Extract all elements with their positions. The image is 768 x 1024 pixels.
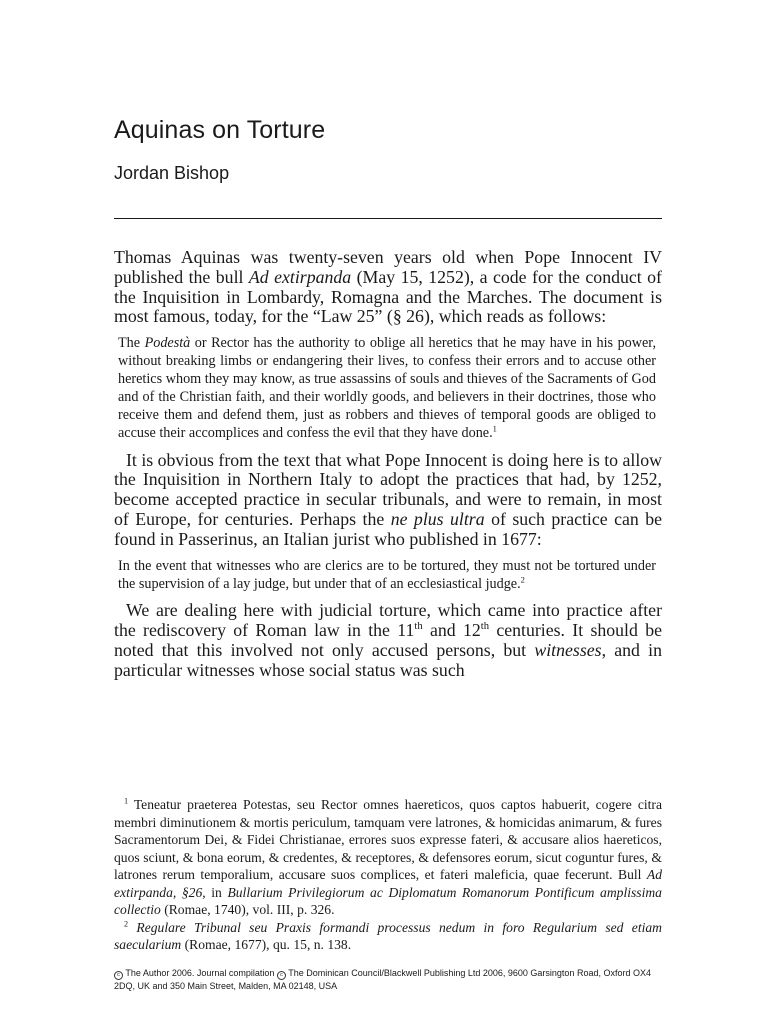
article-body [114, 248, 662, 681]
text-run: centuries. It should be noted that this involved not only accused persons, but [114, 620, 662, 661]
text-run: It is obvious from the text that what Pope Innocent is doing here is to allow the Inquisition in Northern Italy to adopt the practices that had, by 1252, become accepted practice in secular tribunals, and were to remain, in most of Europe, for centuries. Perhaps the [114, 449, 662, 530]
footnote-1 [114, 796, 662, 919]
copyright-icon: c [277, 971, 286, 980]
footnote-ref-2[interactable]: 2 [520, 573, 525, 584]
text-run: , and in particular witnesses whose social status was such [114, 640, 662, 680]
paragraph-2 [114, 451, 662, 550]
footnotes [114, 796, 662, 954]
ordinal-suffix: th [414, 620, 423, 633]
text-run: The Author 2006. Journal compilation [123, 968, 277, 978]
paragraph-1 [114, 248, 662, 327]
block-quote-2 [118, 558, 656, 594]
text-run: In the event that witnesses who are clerics are to be tortured, they must not be tortured under the supervision of a lay judge, but under that of an ecclesiastical judge. [118, 557, 656, 592]
text-run: (May 15, 1252), a code for the conduct of the Inquisition in Lombardy, Romagna and the Marches. The document is most famous, today, for the “Law 25” (§ 26), which reads as follows: [114, 266, 662, 327]
text-run: or Rector has the authority to oblige all heretics that he may have in his power, without breaking limbs or endangering their lives, to confess their errors and to accuse other heretics whom they may know, as true assassins of souls and thieves of the Sacraments of God and of the Christian faith, and their worldly goods, and believers in their doctrines, those who receive them and defend them, just as robbers and thieves of temporal goods are obliged to accuse their accomplices and confess the evil that they have done. [118, 335, 657, 441]
text-run: (Romae, 1677), qu. 15, n. 138. [181, 937, 352, 952]
italic-phrase: ne plus ultra [390, 509, 485, 530]
text-run: , in [202, 884, 228, 900]
ordinal-suffix: th [480, 620, 490, 633]
article-title: Aquinas on Torture [114, 116, 326, 144]
article-author: Jordan Bishop [114, 163, 230, 183]
text-run: The [118, 335, 145, 352]
italic-title: Ad extirpanda, §26 [114, 867, 662, 900]
text-run: The Dominican Council/Blackwell Publishing Ltd 2006, 9600 Garsington Road, Oxford OX4 2DQ, UK and 350 Main Street, Malden, MA 02148, USA [114, 968, 651, 991]
text-run: Teneatur praeterea Potestas, seu Rector omnes haereticos, quos captos habuerit, cogere citra membri diminutionem & mortis periculum, tamquam vere latrones, & homicidas animarum, & fures Sacramentorum Dei, & Fidei Christianae, errores suos expresse fateri, & accusare alios haereticos, quos sciunt, & bona eorum, & credentes, & receptores, & defensores eorum, sicut coguntur fures, & latrones rerum temporalium, accusare suos complices, et fateri maleficia, quae fecerunt. Bull [114, 797, 662, 882]
footnote-number: 1 [124, 796, 129, 806]
copyright-icon: c [114, 971, 123, 980]
footnote-ref-1[interactable]: 1 [492, 422, 497, 433]
italic-word: witnesses [534, 640, 602, 661]
paragraph-3 [114, 601, 662, 680]
text-run: We are dealing here with judicial torture, which came into practice after the rediscovery of Roman law in the 11 [114, 600, 662, 641]
italic-title: Regulare Tribunal seu Praxis formandi processus nedum in foro Regularium sed etiam saecularium [114, 919, 662, 952]
footnote-2 [114, 919, 662, 954]
italic-title: Bullarium Privilegiorum ac Diplomatum Romanorum Pontificum amplissima collectio [114, 884, 662, 917]
text-run: and 12 [422, 620, 481, 641]
block-quote-1 [118, 335, 656, 442]
header-divider [114, 218, 662, 219]
copyright-notice [114, 967, 674, 993]
text-run: (Romae, 1740), vol. III, p. 326. [160, 902, 335, 917]
footnote-number: 2 [124, 918, 129, 928]
italic-title: Ad extirpanda [248, 266, 352, 287]
text-run: of such practice can be found in Passerinus, an Italian jurist who published in 1677: [114, 509, 663, 549]
italic-term: Podestà [144, 335, 191, 352]
text-run: Thomas Aquinas was twenty-seven years old when Pope Innocent IV published the bull [114, 247, 662, 287]
